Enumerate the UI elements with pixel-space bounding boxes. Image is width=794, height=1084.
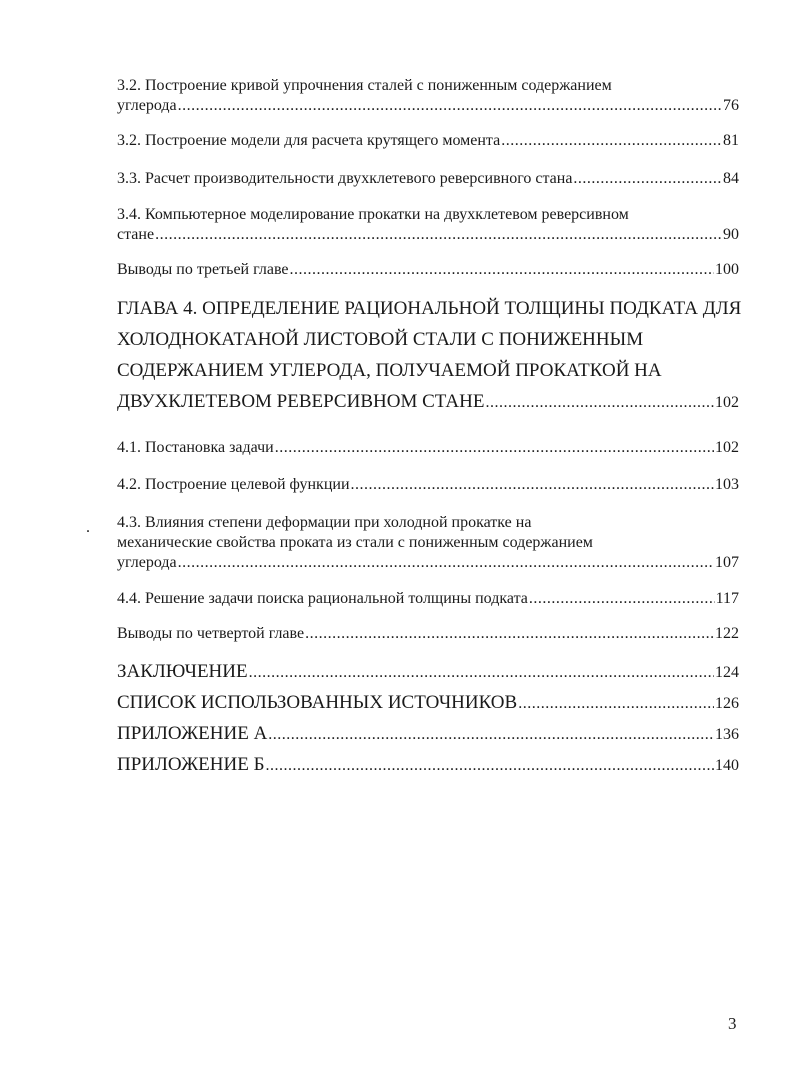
toc-entry-last-line xyxy=(117,718,739,750)
toc-entry-conclusion xyxy=(117,656,739,688)
toc-page-number: 126 xyxy=(715,695,739,712)
dot-leader xyxy=(178,96,722,116)
toc-entry-3-2-torque-model xyxy=(117,131,739,151)
toc-page-number: 84 xyxy=(723,170,739,187)
toc-entry-text: углерода xyxy=(117,554,177,571)
toc-entry-3-3-productivity xyxy=(117,169,739,189)
toc-entry-text: СПИСОК ИСПОЛЬЗОВАННЫХ ИСТОЧНИКОВ xyxy=(117,692,518,713)
toc-entry-text: ПРИЛОЖЕНИЕ А xyxy=(117,723,268,744)
dot-leader xyxy=(305,624,714,644)
toc-entry-text: 4.1. Постановка задачи xyxy=(117,439,274,456)
toc-entry-chapter-3-conclusions xyxy=(117,260,739,280)
toc-entry-4-3-deformation-influence xyxy=(117,513,739,573)
dot-leader xyxy=(501,131,722,151)
toc-page-number: 90 xyxy=(723,226,739,243)
toc-entry-text: 3.4. Компьютерное моделирование прокатки на двухклетевом реверсивном xyxy=(117,206,629,223)
toc-entry-last-line xyxy=(117,386,739,418)
toc-entry-4-2-objective-function xyxy=(117,475,739,495)
toc-entry-4-4-optimal-thickness xyxy=(117,589,739,609)
toc-entry-last-line xyxy=(117,749,739,781)
toc-entry-text: 4.4. Решение задачи поиска рациональной толщины подката xyxy=(117,590,528,607)
toc-entry-last-line xyxy=(117,475,739,495)
toc-page-number: 117 xyxy=(715,590,739,607)
dot-leader xyxy=(265,750,714,781)
toc-entry-appendix-a xyxy=(117,718,739,750)
toc-entry-last-line xyxy=(117,169,739,189)
toc-entry-text: Выводы по третьей главе xyxy=(117,261,289,278)
toc-entry-text: углерода xyxy=(117,97,177,114)
toc-page-number: 107 xyxy=(715,554,739,571)
toc-entry-text: Выводы по четвертой главе xyxy=(117,625,305,642)
toc-entry-references xyxy=(117,687,739,719)
toc-entry-3-2-hardening-curve xyxy=(117,76,739,116)
dot-leader xyxy=(485,387,714,418)
toc-entry-text: 3.3. Расчет производительности двухклетевого реверсивного стана xyxy=(117,170,573,187)
dot-leader xyxy=(275,438,714,458)
stray-mark: . xyxy=(86,519,90,536)
dot-leader xyxy=(518,688,714,719)
toc-page-number: 81 xyxy=(723,132,739,149)
dot-leader xyxy=(178,553,714,573)
toc-entry-appendix-b xyxy=(117,749,739,781)
toc-entry-3-4-computer-modeling xyxy=(117,205,739,245)
toc-entry-last-line xyxy=(117,260,739,280)
dot-leader xyxy=(529,589,715,609)
toc-entry-last-line xyxy=(117,225,739,245)
dot-leader xyxy=(290,260,715,280)
toc-page-number: 103 xyxy=(715,476,739,493)
dot-leader xyxy=(249,657,714,688)
dot-leader xyxy=(155,225,722,245)
dot-leader xyxy=(268,719,714,750)
toc-entry-chapter-4-conclusions xyxy=(117,624,739,644)
toc-page-number: 100 xyxy=(715,261,739,278)
toc-page-number: 136 xyxy=(715,726,739,743)
toc-entry-last-line xyxy=(117,438,739,458)
toc-page-number: 122 xyxy=(715,625,739,642)
toc-entry-text: 3.2. Построение кривой упрочнения сталей с пониженным содержанием xyxy=(117,77,612,94)
page-number: 3 xyxy=(728,1014,737,1033)
toc-entry-last-line xyxy=(117,553,739,573)
dot-leader xyxy=(573,169,722,189)
toc-page-number: 102 xyxy=(715,439,739,456)
toc-entry-4-1-problem-statement xyxy=(117,438,739,458)
toc-entry-text: ЗАКЛЮЧЕНИЕ xyxy=(117,661,248,682)
toc-entry-last-line xyxy=(117,624,739,644)
toc-entry-last-line xyxy=(117,687,739,719)
chapter-title-line: СОДЕРЖАНИЕМ УГЛЕРОДА, ПОЛУЧАЕМОЙ ПРОКАТКОЙ НА xyxy=(117,360,662,381)
toc-entry-chapter-4 xyxy=(117,293,742,418)
toc-entry-last-line xyxy=(117,96,739,116)
toc-entry-text: 4.3. Влияния степени деформации при холодной прокатке на xyxy=(117,514,532,531)
toc-page-number: 124 xyxy=(715,664,739,681)
toc-entry-text: стане xyxy=(117,226,155,243)
toc-page-number: 140 xyxy=(715,757,739,774)
toc-entry-text: 3.2. Построение модели для расчета крутящего момента xyxy=(117,132,501,149)
chapter-title-line: ДВУХКЛЕТЕВОМ РЕВЕРСИВНОМ СТАНЕ xyxy=(117,391,485,412)
chapter-title-line: ХОЛОДНОКАТАНОЙ ЛИСТОВОЙ СТАЛИ С ПОНИЖЕННЫМ xyxy=(117,329,644,350)
toc-entry-last-line xyxy=(117,131,739,151)
toc-entry-text: механические свойства проката из стали с пониженным содержанием xyxy=(117,534,593,551)
toc-entry-last-line xyxy=(117,656,739,688)
toc-entry-text: ПРИЛОЖЕНИЕ Б xyxy=(117,754,265,775)
chapter-title-line: ГЛАВА 4. ОПРЕДЕЛЕНИЕ РАЦИОНАЛЬНОЙ ТОЛЩИНЫ ПОДКАТА ДЛЯ xyxy=(117,298,742,319)
toc-page-number: 76 xyxy=(723,97,739,114)
toc-page-number: 102 xyxy=(715,394,739,411)
toc-entry-last-line xyxy=(117,589,739,609)
toc-entry-text: 4.2. Построение целевой функции xyxy=(117,476,350,493)
dot-leader xyxy=(351,475,714,495)
